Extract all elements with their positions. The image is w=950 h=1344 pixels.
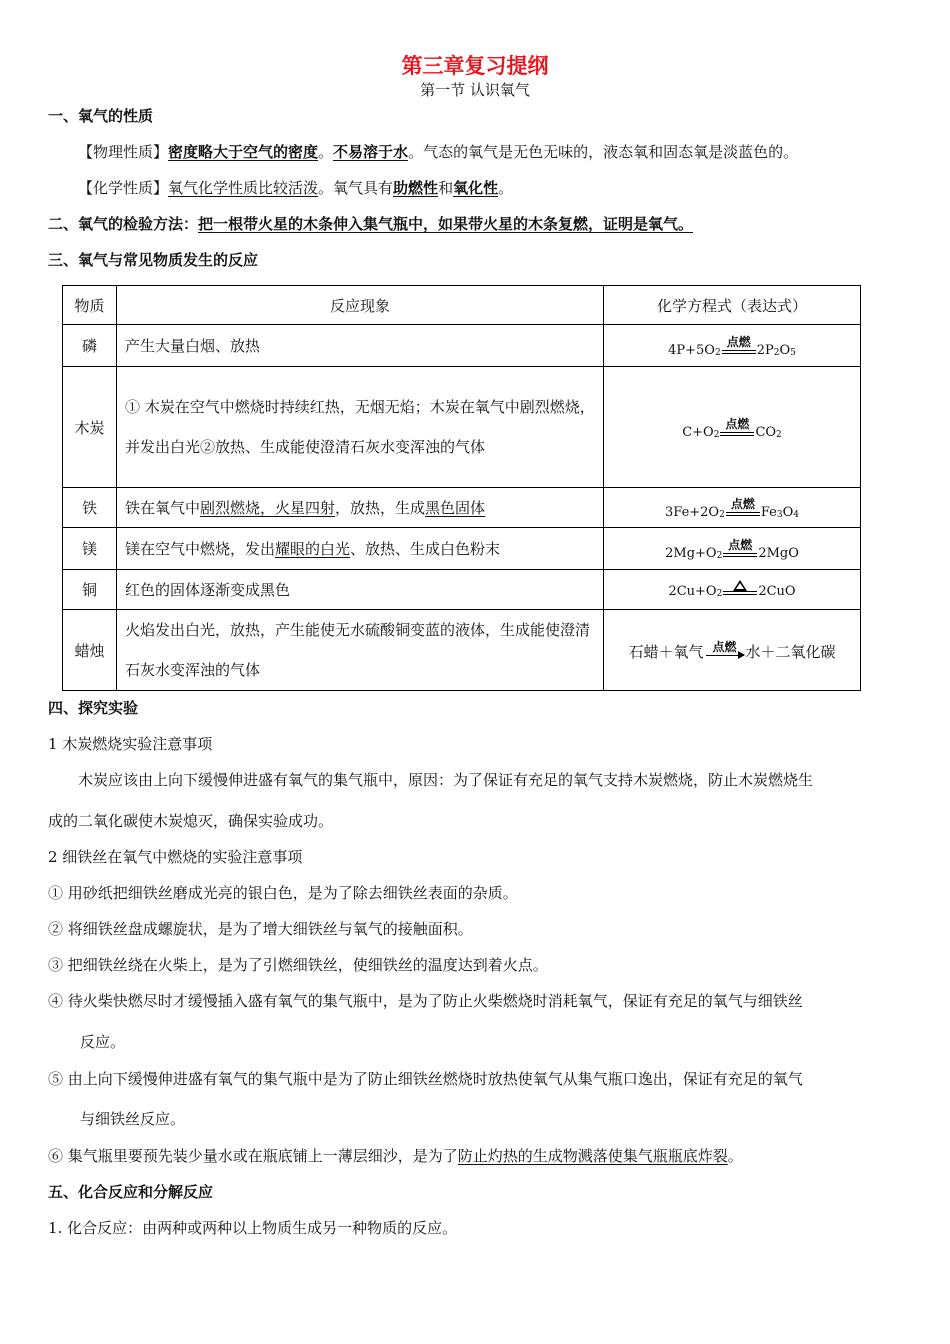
eq-rhs: 2CuO <box>758 584 796 599</box>
page-title: 第三章复习提纲 <box>401 54 549 78</box>
text: 。 <box>727 1147 743 1165</box>
substance-cell: 木炭 <box>63 367 117 488</box>
test-heading: 二、氧气的检验方法： <box>48 215 199 233</box>
phenomenon-cell: ① 木炭在空气中燃烧时持续红热，无烟无焰；木炭在氧气中剧烈燃烧，并发出白光②放热、生成能使澄清石灰水变浑浊的气体 <box>117 367 604 488</box>
text: 铁在氧气中 <box>125 499 201 517</box>
paragraph-line: 成的二氧化碳使木炭熄灭，确保实验成功。 <box>48 812 334 830</box>
text: ，放热，生成 <box>335 499 426 517</box>
phenomenon-cell: 产生大量白烟、放热 <box>117 325 604 367</box>
list-item-continuation: 反应。 <box>80 1033 126 1051</box>
substance-cell: 蜡烛 <box>63 610 117 691</box>
subscript: 2 <box>773 348 780 358</box>
eq-lhs: 2Cu+O <box>668 584 717 599</box>
text: 、放热、生成白色粉末 <box>350 540 501 558</box>
test-method: 把一根带火星的木条伸入集气瓶中，如果带火星的木条复燃，证明是氧气。 <box>198 215 694 233</box>
ignite-condition <box>723 536 757 561</box>
underlined-text: 防止灼热的生成物溅落使集气瓶瓶底炸裂 <box>457 1147 728 1165</box>
equation-cell <box>604 325 861 367</box>
eq-rhs: 2MgO <box>758 546 799 561</box>
substance-cell: 铜 <box>63 570 117 610</box>
text: 和 <box>438 179 454 197</box>
underlined-text: 黑色固体 <box>425 499 486 517</box>
condition-label: 点燃 <box>725 416 750 431</box>
list-item: 1. 化合反应：由两种或两种以上物质生成另一种物质的反应。 <box>48 1219 458 1237</box>
subscript: 2 <box>716 551 723 561</box>
phenomenon-cell: 火焰发出白光，放热，产生能使无水硫酸铜变蓝的液体，生成能使澄清石灰水变浑浊的气体 <box>117 610 604 691</box>
paragraph-line: 木炭应该由上向下缓慢伸进盛有氧气的集气瓶中，原因：为了保证有充足的氧气支持木炭燃烧，防止木炭燃烧生 <box>78 771 814 789</box>
subscript: 5 <box>790 348 796 358</box>
equation-cell <box>604 367 861 488</box>
underlined-text: 剧烈燃烧，火星四射 <box>200 499 336 517</box>
header-substance: 物质 <box>63 286 117 325</box>
double-bar <box>723 553 757 557</box>
chemical-tag: 【化学性质】 <box>78 179 169 197</box>
condition-label: 点燃 <box>730 497 755 511</box>
condition-label: 点燃 <box>728 538 753 552</box>
eq-rhs: O <box>782 505 794 520</box>
condition-label: 点燃 <box>712 640 737 654</box>
table-row <box>63 528 861 570</box>
text: 镁在空气中燃烧，发出 <box>125 540 276 558</box>
color-note: 。气态的氧气是无色无味的，液态氧和固态氧是淡蓝色的。 <box>408 143 799 161</box>
subscript: 2 <box>776 429 782 440</box>
table-row <box>63 488 861 528</box>
heading-reaction-types: 五、化合反应和分解反应 <box>48 1183 214 1201</box>
equation-cell <box>604 488 861 528</box>
list-item-continuation: 与细铁丝反应。 <box>80 1110 186 1128</box>
equation-cell <box>604 610 861 691</box>
reactivity-note: 氧气化学性质比较活泼 <box>168 179 319 197</box>
heading-reactions: 三、氧气与常见物质发生的反应 <box>48 251 259 269</box>
ignite-condition <box>720 415 754 440</box>
double-bar <box>726 512 760 516</box>
table-row <box>63 610 861 691</box>
table-row <box>63 570 861 610</box>
subscript: 4 <box>793 510 799 520</box>
eq-lhs: 2Mg+O <box>665 546 717 561</box>
combustion-support: 助燃性 <box>393 179 439 197</box>
list-item: ② 将细铁丝盘成螺旋状，是为了增大细铁丝与氧气的接触面积。 <box>48 920 473 938</box>
eq-rhs: 水＋二氧化碳 <box>745 643 836 661</box>
density-note: 密度略大于空气的密度 <box>168 143 319 161</box>
eq-lhs: C+O <box>682 424 714 440</box>
heading-oxygen-properties: 一、氧气的性质 <box>48 107 154 125</box>
phenomenon-cell <box>117 528 604 570</box>
list-item <box>48 1145 908 1166</box>
ignite-condition <box>726 495 760 520</box>
reaction-table <box>62 285 861 691</box>
list-item: ⑤ 由上向下缓慢伸进盛有氧气的集气瓶中是为了防止细铁丝燃烧时放热使氧气从集气瓶口逸出，保证有充足的氧气 <box>48 1070 803 1088</box>
oxidizing: 氧化性 <box>453 179 499 197</box>
ignite-condition <box>722 333 756 358</box>
table-header-row <box>63 286 861 325</box>
double-bar <box>722 350 756 354</box>
substance-cell: 铁 <box>63 488 117 528</box>
eq-rhs: O <box>779 343 791 358</box>
subscript: 2 <box>716 589 723 599</box>
table-row <box>63 367 861 488</box>
subscript: 2 <box>713 429 720 440</box>
double-bar <box>723 591 757 595</box>
table-row <box>63 325 861 367</box>
header-equation: 化学方程式（表达式） <box>604 286 861 325</box>
equation-cell <box>604 528 861 570</box>
substance-cell: 磷 <box>63 325 117 367</box>
list-item: ④ 待火柴快燃尽时才缓慢插入盛有氧气的集气瓶中，是为了防止火柴燃烧时消耗氧气，保证有充足的氧气与细铁丝 <box>48 992 803 1010</box>
heading-experiments: 四、探究实验 <box>48 699 139 717</box>
subscript: 3 <box>776 510 783 520</box>
physical-tag: 【物理性质】 <box>78 143 169 161</box>
list-item: ① 用砂纸把细铁丝磨成光亮的银白色，是为了除去细铁丝表面的杂质。 <box>48 884 518 902</box>
equation-cell <box>604 570 861 610</box>
subheading-charcoal: 1 木炭燃烧实验注意事项 <box>48 735 213 753</box>
header-phenomenon: 反应现象 <box>117 286 604 325</box>
text: 。氧气具有 <box>318 179 394 197</box>
eq-rhs: CO <box>755 424 777 440</box>
eq-rhs: Fe <box>760 505 777 520</box>
eq-rhs: 2P <box>756 343 774 358</box>
section-subtitle: 第一节 认识氧气 <box>420 81 530 99</box>
text: 。 <box>498 179 514 197</box>
phenomenon-cell <box>117 488 604 528</box>
text: ⑥ 集气瓶里要预先装少量水或在瓶底铺上一薄层细沙，是为了 <box>48 1147 458 1165</box>
phenomenon-cell: 红色的固体逐渐变成黑色 <box>117 570 604 610</box>
heat-condition <box>723 580 757 599</box>
eq-lhs: 石蜡＋氧气 <box>628 643 704 661</box>
condition-label: 点燃 <box>726 335 751 349</box>
subheading-iron-wire: 2 细铁丝在氧气中燃烧的实验注意事项 <box>48 848 303 866</box>
underlined-text: 耀眼的白光 <box>275 540 351 558</box>
double-bar <box>720 432 754 436</box>
eq-lhs: 3Fe+2O <box>665 505 720 520</box>
punct: 。 <box>318 143 334 161</box>
heading-oxygen-test <box>48 213 908 234</box>
ignite-arrow <box>706 638 744 662</box>
chemical-properties <box>78 177 938 198</box>
physical-properties <box>78 141 938 162</box>
triangle-heat-icon <box>733 580 747 591</box>
eq-lhs: 4P+5O <box>668 343 715 358</box>
substance-cell: 镁 <box>63 528 117 570</box>
subscript: 2 <box>719 510 725 520</box>
subscript: 2 <box>714 348 721 358</box>
list-item: ③ 把细铁丝绕在火柴上，是为了引燃细铁丝，使细铁丝的温度达到着火点。 <box>48 956 548 974</box>
solubility-note: 不易溶于水 <box>333 143 409 161</box>
arrow-icon <box>706 655 744 656</box>
